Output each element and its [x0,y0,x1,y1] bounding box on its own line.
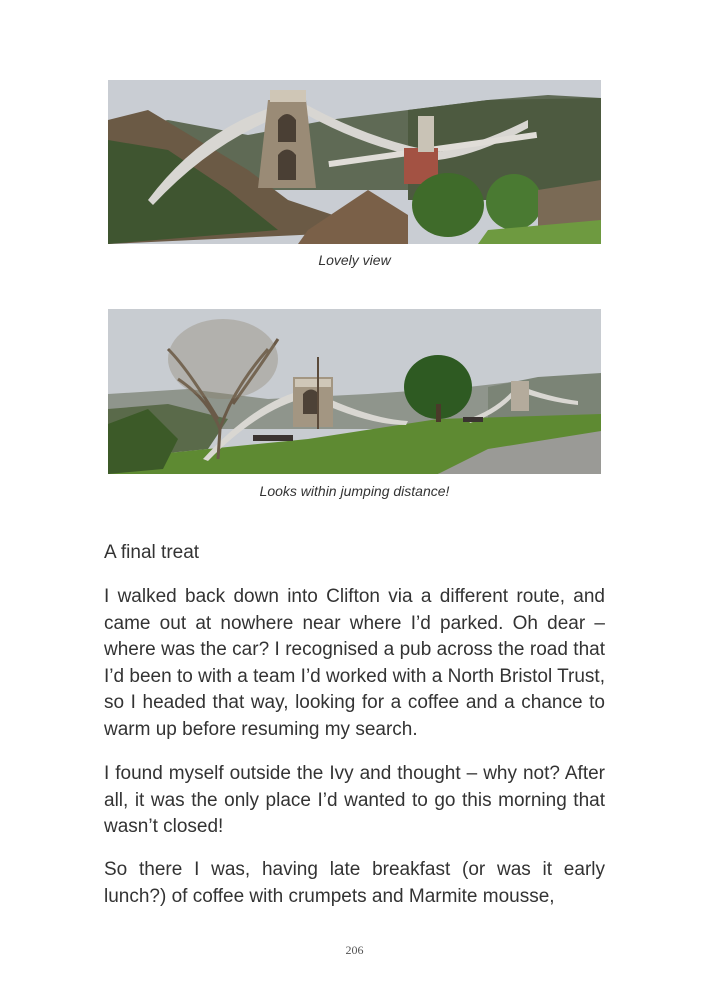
body-paragraph: I found myself outside the Ivy and thought – why not? After all, it was the only place I’d wanted to go this morning that wasn’t closed! [104,763,605,838]
page-number: 206 [345,943,364,957]
photo-caption: Looks within jumping distance! [259,483,450,499]
bridge-photo-1 [108,80,601,244]
photo-caption: Lovely view [318,252,391,268]
body-paragraph: So there I was, having late breakfast (or was it early lunch?) of coffee with crumpets and Marmite mousse, [104,859,605,907]
body-paragraph: I walked back down into Clifton via a different route, and came out at nowhere near where I’d parked. Oh dear – where was the car? I recognised a pub across the road that I’d been to with a team I’d worked with a North Bristol Trust, so I headed that way, looking for a coffee and a chance to warm up before resuming my search. [104,586,605,740]
bridge-photo-2 [108,309,601,474]
section-heading: A final treat [104,542,200,563]
